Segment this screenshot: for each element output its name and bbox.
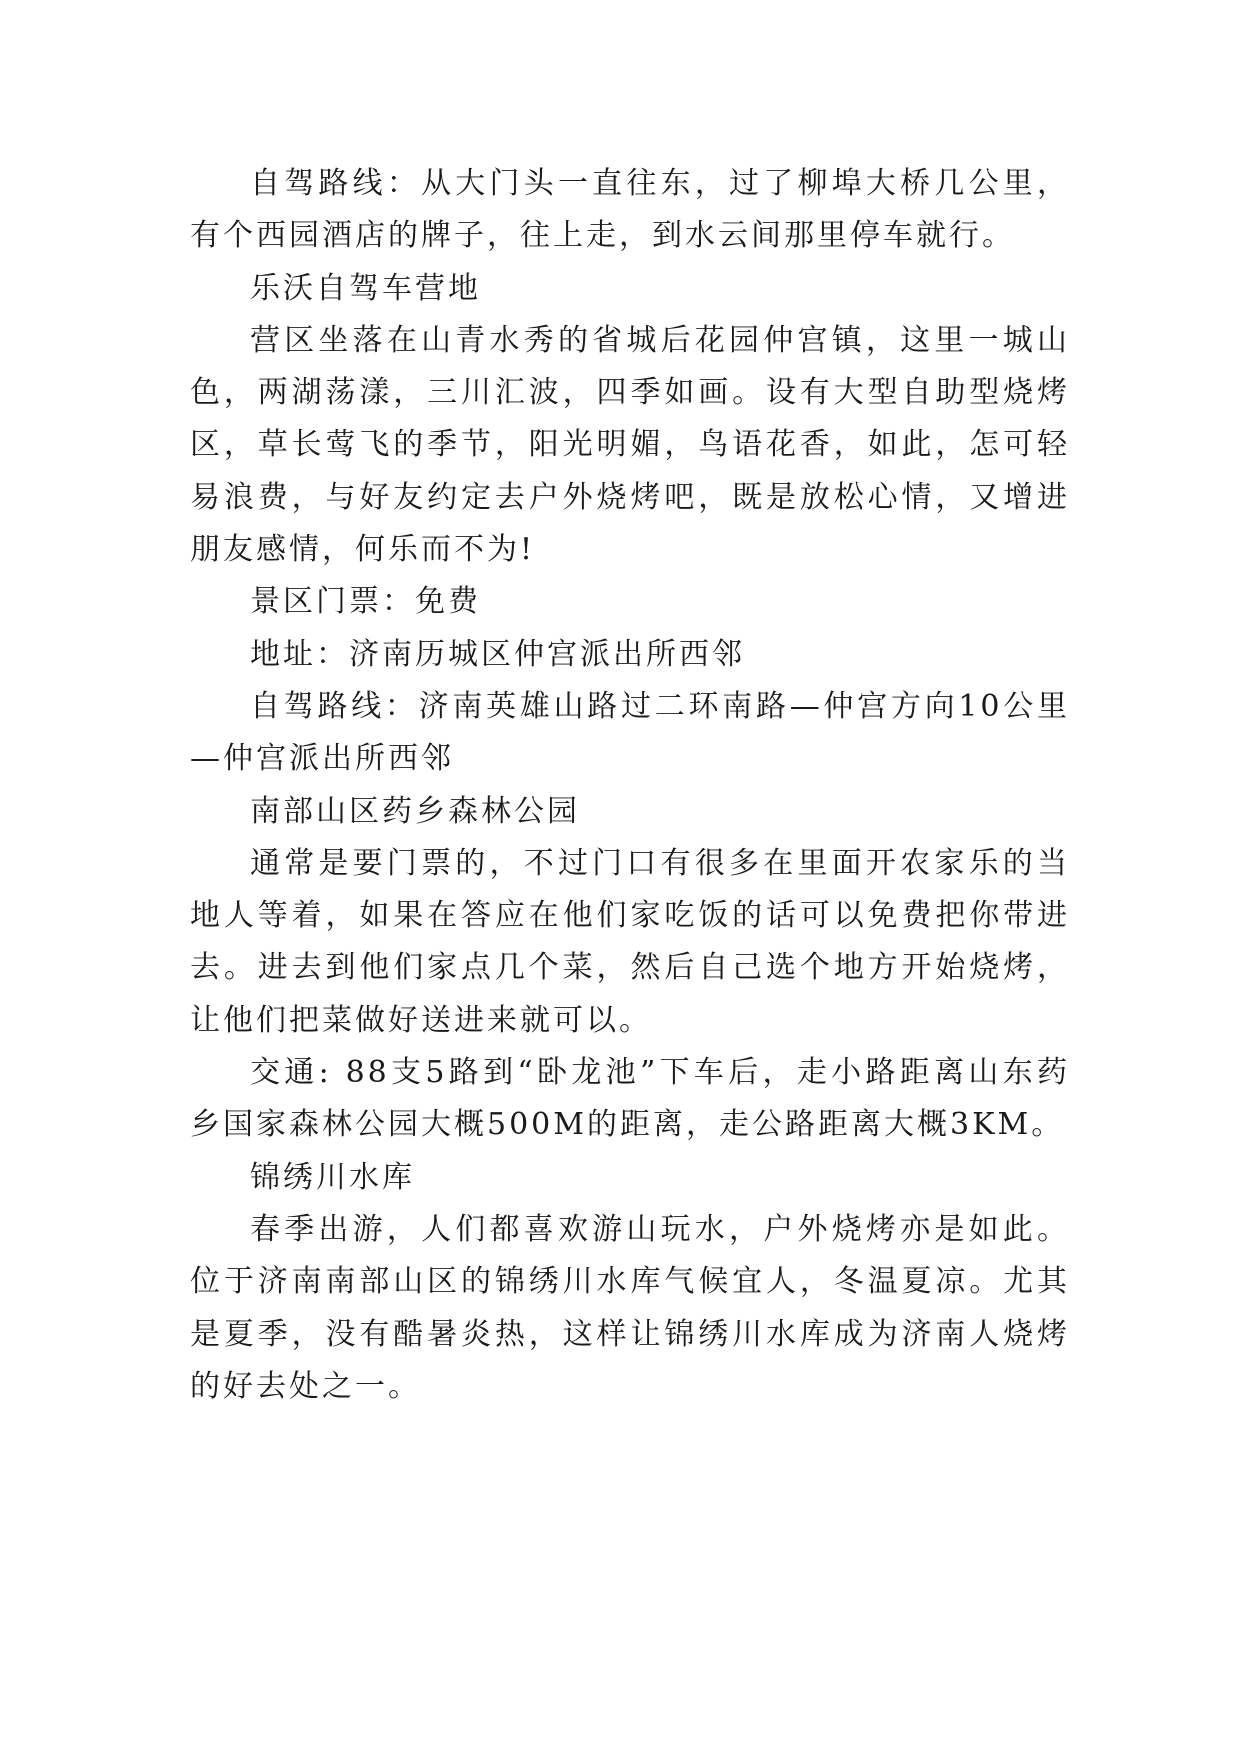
paragraph-route-1: 自驾路线：从大门头一直往东，过了柳埠大桥几公里，有个西园酒店的牌子，往上走，到水云间那里停车就行。 [190,166,1070,254]
paragraph-transport: 交通: 88支5路到“卧龙池”下车后，走小路距离山东药乡国家森林公园大概500M的距离，走公路距离大概3KM。 [190,1055,1070,1143]
paragraph-camp-description: 营区坐落在山青水秀的省城后花园仲宫镇，这里一城山色，两湖荡漾，三川汇波，四季如画。设有大型自助型烧烤区，草长莺飞的季节，阳光明媚，鸟语花香，如此，怎可轻易浪费，与好友约定去户外烧烤吧，既是放松心情，又增进朋友感情，何乐而不为! [190,322,1070,568]
section-heading-lewo-camp: 乐沃自驾车营地 [250,270,481,306]
paragraph-ticket: 景区门票：免费 [250,584,481,620]
document-body [190,158,1070,1413]
paragraph-route-2: 自驾路线：济南英雄山路过二环南路—仲宫方向10公里—仲宫派出所西邻 [190,688,1070,777]
paragraph-forest-park-ticket: 通常是要门票的，不过门口有很多在里面开农家乐的当地人等着，如果在答应在他们家吃饭的话可以免费把你带进去。进去到他们家点几个菜，然后自己选个地方开始烧烤，让他们把菜做好送进来就可以。 [190,845,1070,1038]
paragraph-reservoir-description: 春季出游，人们都喜欢游山玩水，户外烧烤亦是如此。位于济南南部山区的锦绣川水库气候宜人，冬温夏凉。尤其是夏季，没有酷暑炎热，这样让锦绣川水库成为济南人烧烤的好去处之一。 [190,1211,1070,1404]
section-heading-forest-park: 南部山区药乡森林公园 [250,793,580,829]
paragraph-address: 地址：济南历城区仲宫派出所西邻 [250,636,745,672]
section-heading-reservoir: 锦绣川水库 [250,1159,415,1195]
